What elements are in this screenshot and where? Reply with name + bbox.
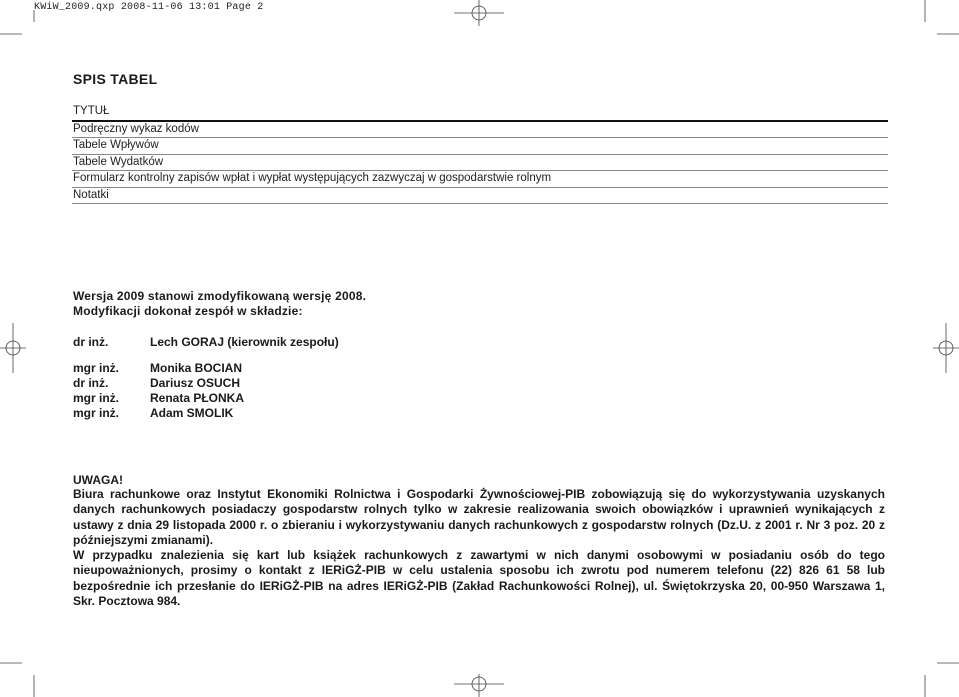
warning-paragraph: Biura rachunkowe oraz Instytut Ekonomiki Rolnictwa i Gospodarki Żywnościowej-PIB zobowiązują się do wykorzystywania uzyskanych danych rachunkowych posiadaczy gospodarstw rolnych tylko w zakresie realizowania swoich obowiązków i uprawnień wynikających z ustawy z dnia 29 listopada 2000 r. o zbieraniu i wykorzystywaniu danych rachunkowych z gospodarstw rolnych (Dz.U. z 2001 r. Nr 3 poz. 20 z późniejszymi zmianami). [73,487,885,547]
toc-item: Tabele Wydatków [72,155,888,172]
team-member-title: mgr inż. [73,361,120,375]
team-member-name: Dariusz OSUCH [150,376,241,390]
warning-text [73,487,885,609]
toc-item: Podręczny wykaz kodów [72,122,888,139]
modification-note: Modyfikacji dokonał zespół w składzie: [73,304,303,318]
version-note: Wersja 2009 stanowi zmodyfikowaną wersję 2008. [73,289,367,303]
team-member-name: Adam SMOLIK [150,406,234,420]
toc-item: TYTUŁ [72,104,888,122]
warning-paragraph: W przypadku znalezienia się kart lub książek rachunkowych z zawartymi w nich danymi osobowymi w posiadaniu osób do tego nieupoważnionych, prosimy o kontakt z IERiGŻ-PIB w celu ustalenia sposobu ich zwrotu pod numerem telefonu (22) 826 61 58 lub bezpośrednie ich przesłanie do IERiGŻ-PIB na adres IERiGŻ-PIB (Zakład Rachunkowości Rolnej), ul. Świętokrzyska 20, 00-950 Warszawa 1, Skr. Pocztowa 984. [73,548,885,609]
team-leader-title: dr inż. [73,335,109,349]
team-leader-name: Lech GORAJ (kierownik zespołu) [150,335,339,349]
page-title: SPIS TABEL [73,71,158,87]
team-member-title: mgr inż. [73,391,120,405]
toc-item: Tabele Wpływów [72,138,888,155]
team-member-title: mgr inż. [73,406,120,420]
team-member-name: Monika BOCIAN [150,361,243,375]
warning-heading: UWAGA! [73,473,123,487]
toc-item: Formularz kontrolny zapisów wpłat i wypłat występujących zazwyczaj w gospodarstwie rolnym [72,171,888,188]
print-slug: KWiW_2009.qxp 2008-11-06 13:01 Page 2 [34,2,264,13]
table-of-contents [72,104,888,204]
toc-item: Notatki [72,188,888,205]
team-member-title: dr inż. [73,376,109,390]
team-member-name: Renata PŁONKA [150,391,245,405]
